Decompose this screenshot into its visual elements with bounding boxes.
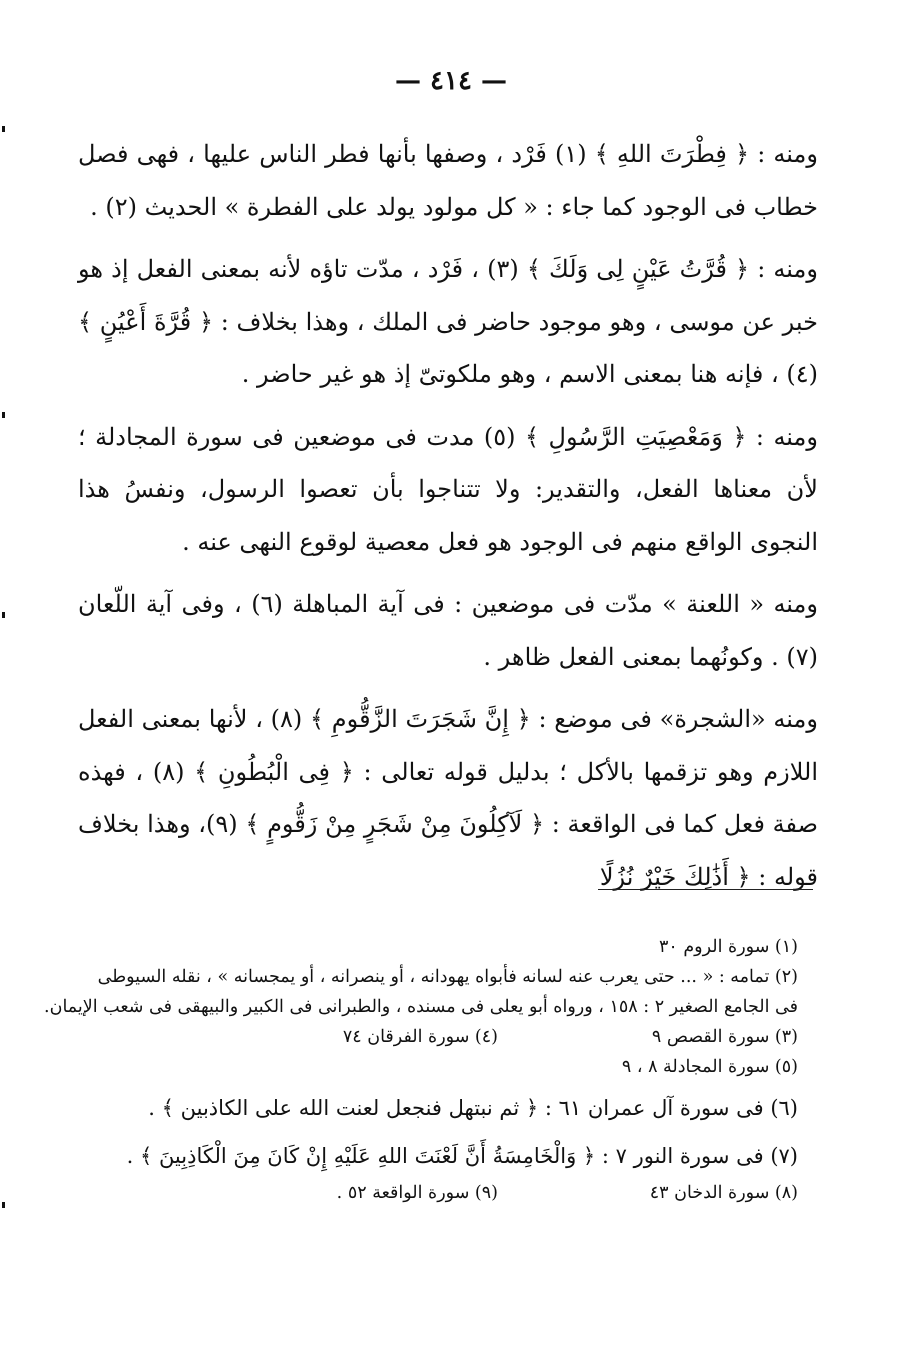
- footnote-2-line-1: (٢) تمامه : « ... حتى يعرب عنه لسانه فأبواه يهودانه ، أو ينصرانه ، أو يمجسانه » ، نقله السيوطى: [97, 967, 798, 987]
- footnote-separator: [598, 889, 813, 890]
- scan-edge-mark: [2, 1202, 5, 1208]
- footnote-9: (٩) سورة الواقعة ٥٢ .: [336, 1183, 498, 1203]
- footnote-6: (٦) فى سورة آل عمران ٦١ : ﴿ ثم نبتهل فنجعل لعنت الله على الكاذبين ﴾ .: [148, 1096, 798, 1120]
- scan-edge-mark: [2, 412, 5, 418]
- page-number: — ٤١٤ —: [394, 66, 508, 96]
- footnote-8: (٨) سورة الدخان ٤٣: [649, 1183, 798, 1203]
- paragraph-qurrat: ومنه : ﴿ قُرَّتُ عَيْنٍ لِى وَلَكَ ﴾ (٣) ، فَرْد ، مدّت تاؤه لأنه بمعنى الفعل إذ هو خبر عن موسى ، وهو موجود حاضر فى الملك ، وهذا بخلاف : ﴿ قُرَّةَ أَعْيُنٍ ﴾ (٤) ، فإنه هنا بمعنى الاسم ، وهو ملكوتىّ إذ هو غير حاضر .: [78, 255, 818, 388]
- footnotes: [44, 932, 798, 1208]
- scan-edge-mark: [2, 126, 5, 132]
- scan-edge-mark: [2, 612, 5, 618]
- footnote-4: (٤) سورة الفرقان ٧٤: [342, 1027, 498, 1047]
- footnote-3: (٣) سورة القصص ٩: [651, 1027, 798, 1047]
- footnote-7: (٧) فى سورة النور ٧ : ﴿ وَالْخَامِسَةُ أَنَّ لَعْنَتَ اللهِ عَلَيْهِ إِنْ كَانَ مِنَ الْكَاذِبِينَ ﴾ .: [126, 1144, 798, 1168]
- footnote-5: (٥) سورة المجادلة ٨ ، ٩: [621, 1057, 798, 1077]
- paragraph-lanat: ومنه « اللعنة » مدّت فى موضعين : فى آية المباهلة (٦) ، وفى آية اللّعان (٧) . وكونُهما بمعنى الفعل ظاهر .: [78, 590, 818, 671]
- paragraph-masiyat: ومنه : ﴿ وَمَعْصِيَتِ الرَّسُولِ ﴾ (٥) مدت فى موضعين فى سورة المجادلة ؛ لأن معناها الفعل، والتقدير: ولا تتناجوا بأن تعصوا الرسول، ونفسُ هذا النجوى الواقع منهم فى الوجود هو فعل معصية لوقوع النهى عنه .: [78, 422, 818, 556]
- main-text: [78, 128, 818, 913]
- paragraph-fitrat: ومنه : ﴿ فِطْرَتَ اللهِ ﴾ (١) فَرْد ، وصفها بأنها فطر الناس عليها ، فهى فصل خطاب فى الوجود كما جاء : « كل مولود يولد على الفطرة » الحديث (٢) .: [78, 140, 818, 221]
- footnote-2-line-2: فى الجامع الصغير ٢ : ١٥٨ ، ورواه أبو يعلى فى مسنده ، والطبرانى فى الكبير والبيهقى فى شعب الإيمان.: [44, 997, 798, 1017]
- footnote-1: (١) سورة الروم ٣٠: [658, 937, 798, 957]
- footnote-3-4-row: [78, 1022, 798, 1052]
- paragraph-shajarat: ومنه «الشجرة» فى موضع : ﴿ إِنَّ شَجَرَتَ الزَّقُّومِ ﴾ (٨) ، لأنها بمعنى الفعل اللازم وهو تزقمها بالأكل ؛ بدليل قوله تعالى : ﴿ فِى الْبُطُونِ ﴾ (٨) ، فهذه صفة فعل كما فى الواقعة : ﴿ لَآكِلُونَ مِنْ شَجَرٍ مِنْ زَقُّومٍ ﴾ (٩)، وهذا بخلاف قوله : ﴿ أَذَٰلِكَ خَيْرٌ نُزُلًا: [78, 705, 819, 891]
- footnote-8-9-row: [78, 1178, 798, 1208]
